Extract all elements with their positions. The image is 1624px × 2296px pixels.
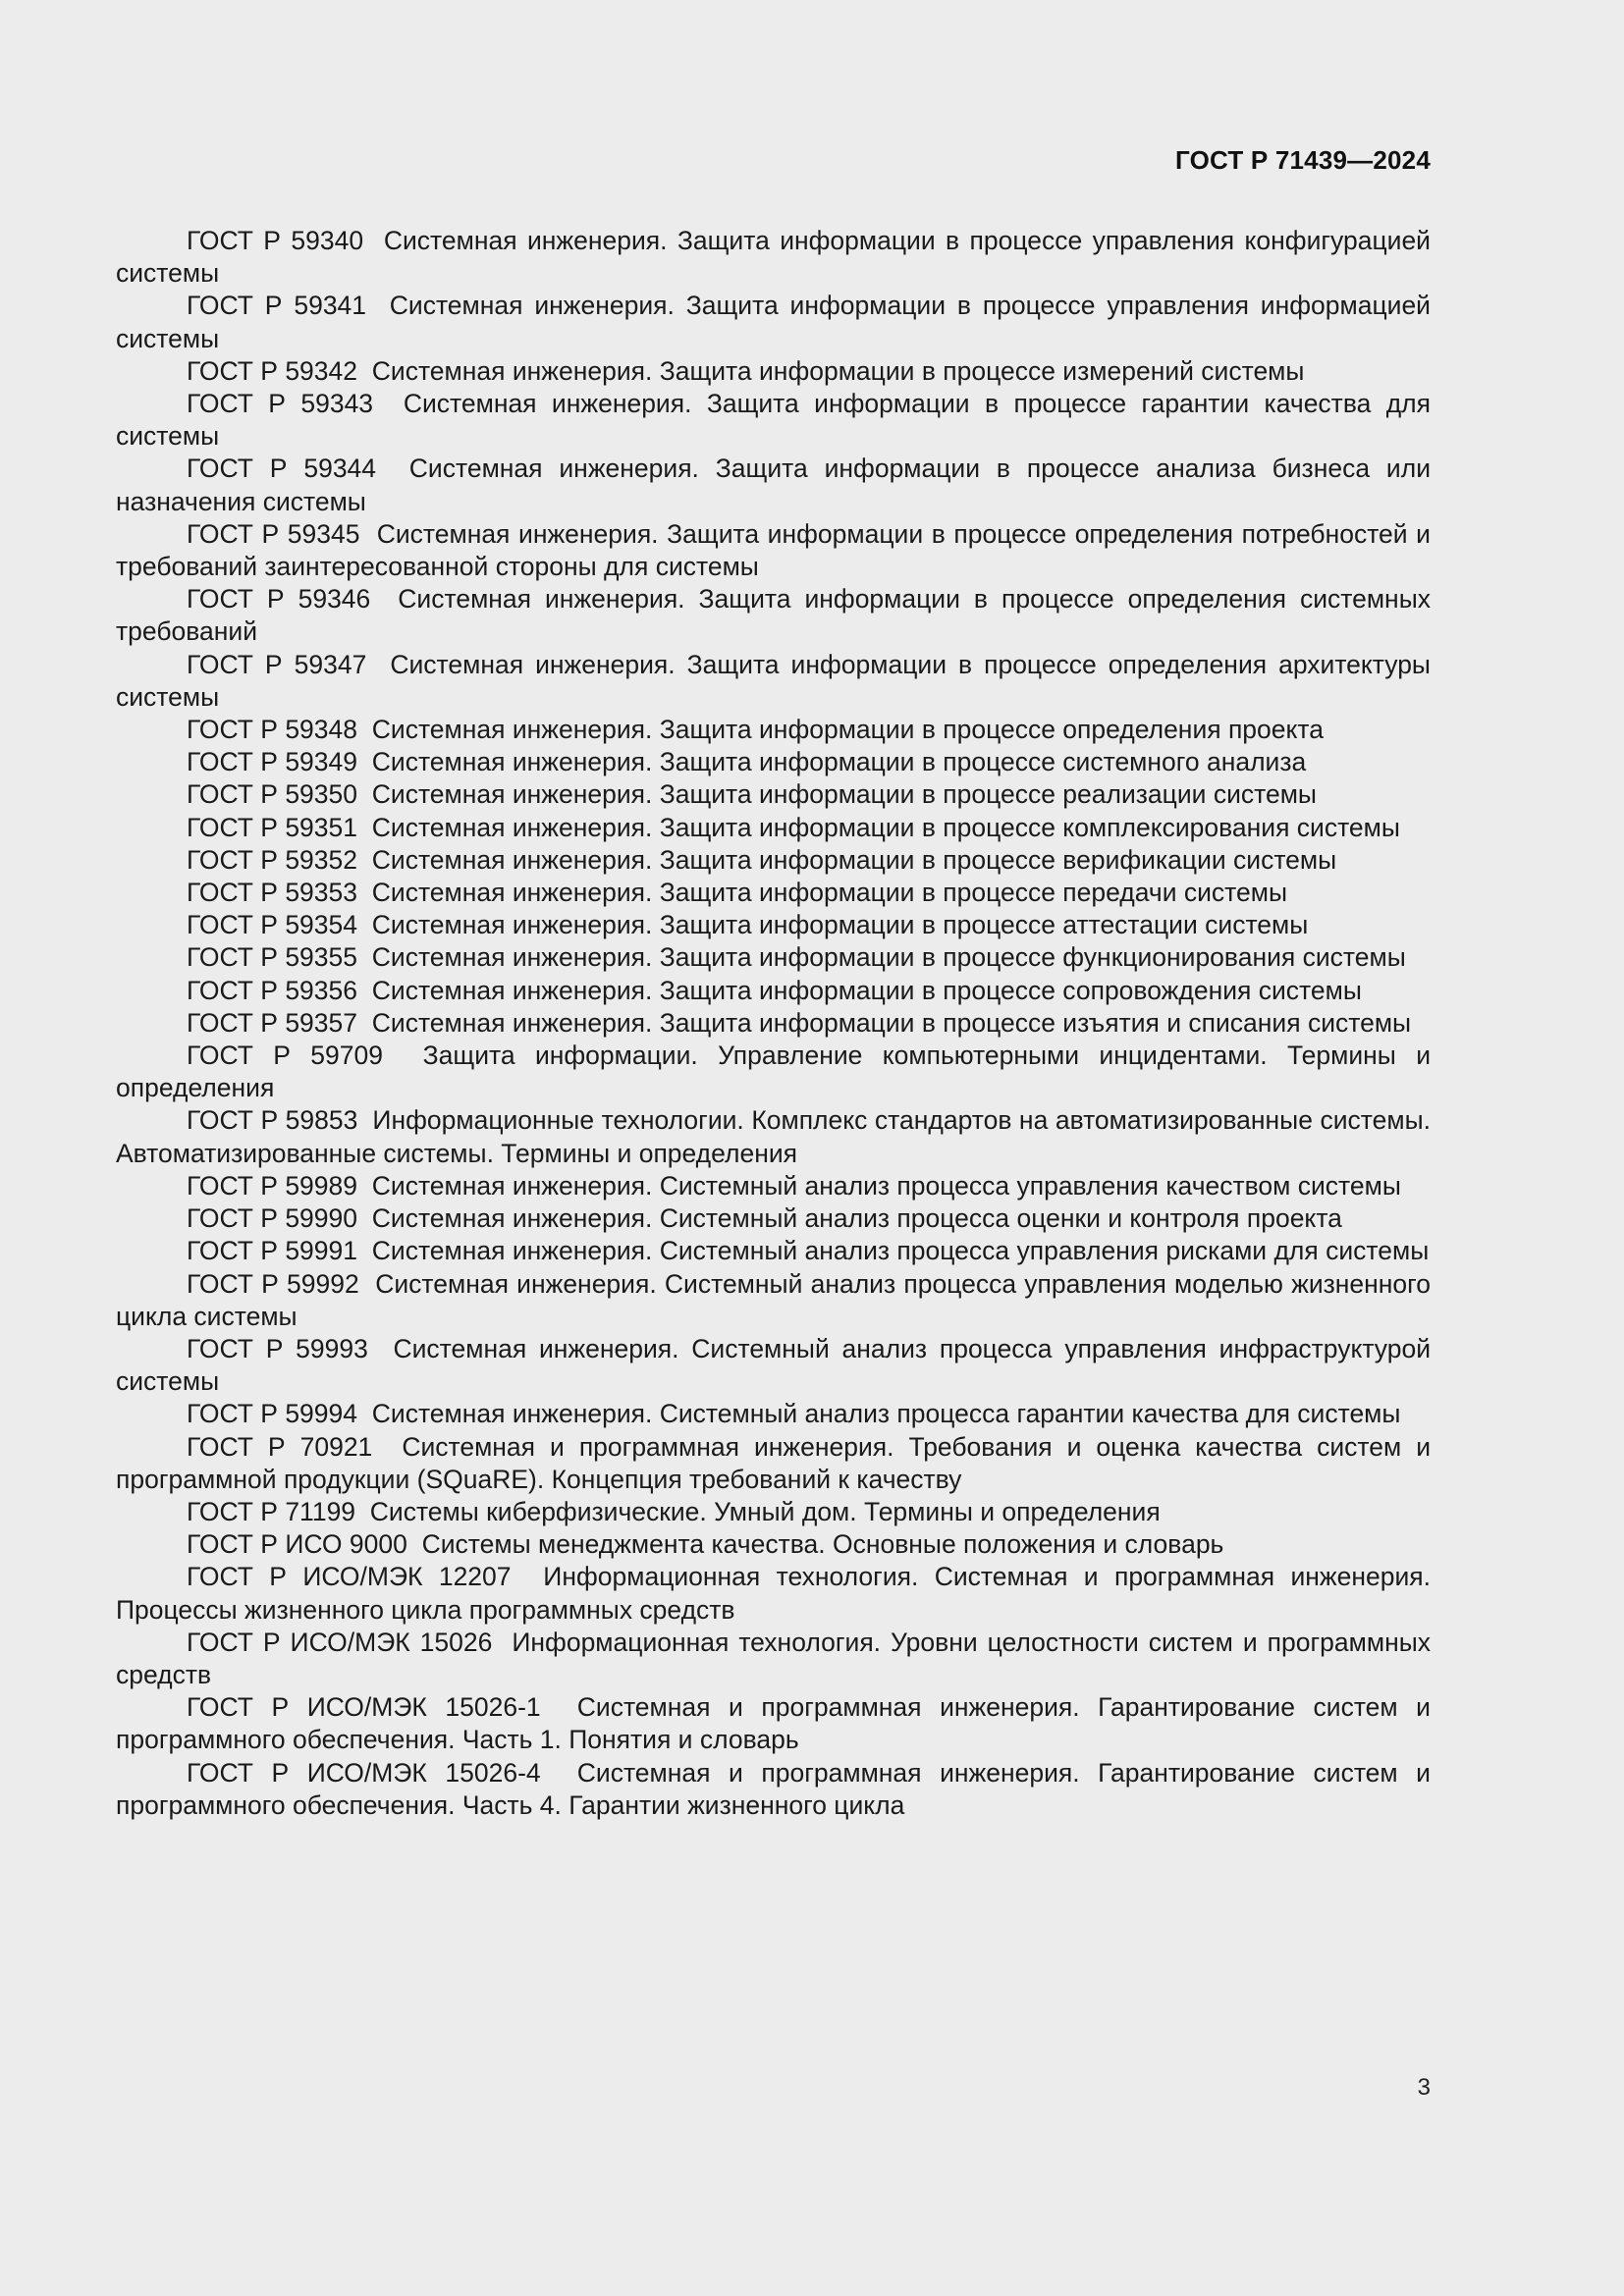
reference-title: Системная инженерия. Защита информации в процессе верификации системы [371, 844, 1337, 875]
reference-code: ГОСТ Р 59352 [187, 844, 358, 875]
reference-item [116, 1561, 1431, 1626]
reference-title: Системная и программная инженерия. Гарантирование систем и программного обеспечения. Часть 1. Понятия и словарь [116, 1692, 1431, 1755]
reference-item [116, 649, 1431, 714]
page-header-document-code: ГОСТ Р 71439—2024 [1175, 145, 1431, 175]
reference-code: ГОСТ Р 59709 [187, 1041, 383, 1071]
reference-title: Системы менеджмента качества. Основные положения и словарь [421, 1529, 1224, 1560]
reference-code: ГОСТ Р 59994 [187, 1399, 358, 1429]
reference-code: ГОСТ Р ИСО/МЭК 15026-4 [187, 1757, 541, 1788]
reference-title: Информационные технологии. Комплекс стандартов на автоматизированные системы. Автоматизированные системы. Термины и определения [116, 1105, 1431, 1168]
reference-title: Системная инженерия. Защита информации в процессе сопровождения системы [371, 975, 1362, 1005]
reference-item [116, 225, 1431, 290]
reference-title: Системная инженерия. Защита информации в процессе измерений системы [371, 355, 1305, 386]
reference-code: ГОСТ Р 70921 [187, 1431, 373, 1462]
reference-code: ГОСТ Р 59990 [187, 1203, 358, 1234]
reference-item [116, 1496, 1431, 1528]
reference-title: Системная инженерия. Системный анализ процесса оценки и контроля проекта [371, 1203, 1342, 1234]
reference-item [116, 746, 1431, 778]
reference-code: ГОСТ Р ИСО/МЭК 15026-1 [187, 1692, 541, 1723]
reference-item [116, 1691, 1431, 1756]
reference-title: Системная инженерия. Защита информации в процессе реализации системы [371, 779, 1317, 810]
reference-item [116, 812, 1431, 844]
reference-item [116, 714, 1431, 746]
reference-code: ГОСТ Р 59348 [187, 715, 358, 745]
reference-title: Системная и программная инженерия. Гарантирование систем и программного обеспечения. Часть 4. Гарантии жизненного цикла [116, 1757, 1431, 1820]
reference-code: ГОСТ Р 59356 [187, 975, 358, 1005]
reference-item [116, 975, 1431, 1007]
reference-item [116, 941, 1431, 974]
reference-code: ГОСТ Р 59346 [187, 584, 371, 614]
reference-title: Защита информации. Управление компьютерными инцидентами. Термины и определения [116, 1041, 1431, 1103]
reference-code: ГОСТ Р 59340 [187, 226, 364, 255]
reference-item [116, 518, 1431, 583]
reference-item [116, 388, 1431, 453]
reference-code: ГОСТ Р 59993 [187, 1333, 368, 1363]
reference-item [116, 1040, 1431, 1104]
reference-code: ГОСТ Р 59342 [187, 355, 358, 386]
reference-code: ГОСТ Р 59355 [187, 942, 358, 973]
reference-item [116, 844, 1431, 877]
reference-item [116, 290, 1431, 354]
reference-code: ГОСТ Р 59989 [187, 1170, 358, 1201]
reference-item [116, 1333, 1431, 1398]
reference-title: Системная и программная инженерия. Требования и оценка качества систем и программной продукции (SQuaRE). Концепция требований к качеству [116, 1431, 1431, 1494]
reference-code: ГОСТ Р 59341 [187, 291, 367, 321]
page-number: 3 [1417, 2074, 1431, 2101]
reference-code: ГОСТ Р 59351 [187, 812, 358, 842]
reference-code: ГОСТ Р ИСО/МЭК 12207 [187, 1562, 512, 1592]
reference-title: Системная инженерия. Защита информации в процессе аттестации системы [371, 910, 1309, 940]
reference-title: Системная инженерия. Системный анализ процесса управления рисками для системы [371, 1236, 1430, 1266]
reference-item [116, 1268, 1431, 1333]
reference-title: Системы киберфизические. Умный дом. Термины и определения [369, 1496, 1161, 1526]
reference-title: Информационная технология. Уровни целостности систем и программных средств [116, 1627, 1431, 1689]
reference-item [116, 1398, 1431, 1430]
reference-code: ГОСТ Р 59354 [187, 910, 358, 940]
reference-code: ГОСТ Р 59353 [187, 878, 358, 908]
reference-code: ГОСТ Р 59347 [187, 649, 367, 679]
reference-code: ГОСТ Р ИСО 9000 [187, 1529, 407, 1560]
reference-code: ГОСТ Р 59992 [187, 1268, 359, 1299]
reference-item [116, 909, 1431, 941]
reference-title: Системная инженерия. Защита информации в процессе определения системных требований [116, 584, 1431, 647]
reference-title: Системная инженерия. Защита информации в процессе передачи системы [371, 878, 1288, 908]
reference-code: ГОСТ Р 59991 [187, 1236, 358, 1266]
reference-item [116, 1528, 1431, 1561]
reference-code: ГОСТ Р 59349 [187, 747, 358, 777]
reference-item [116, 1757, 1431, 1822]
reference-code: ГОСТ Р ИСО/МЭК 15026 [187, 1627, 493, 1657]
reference-item [116, 1007, 1431, 1040]
reference-title: Системная инженерия. Защита информации в процессе анализа бизнеса или назначения системы [116, 454, 1431, 516]
reference-title: Системная инженерия. Системный анализ процесса управления качеством системы [371, 1170, 1401, 1201]
reference-code: ГОСТ Р 59853 [187, 1105, 358, 1136]
reference-title: Системная инженерия. Защита информации в процессе определения архитектуры системы [116, 649, 1431, 712]
reference-title: Системная инженерия. Защита информации в процессе комплексирования системы [371, 812, 1400, 842]
reference-title: Системная инженерия. Системный анализ процесса гарантии качества для системы [371, 1399, 1401, 1429]
normative-references-list [116, 225, 1431, 1822]
reference-code: ГОСТ Р 59344 [187, 454, 377, 484]
reference-item [116, 583, 1431, 648]
reference-title: Системная инженерия. Защита информации в процессе определения проекта [371, 715, 1324, 745]
reference-item [116, 1202, 1431, 1235]
reference-title: Системная инженерия. Защита информации в процессе гарантии качества для системы [116, 389, 1431, 452]
reference-item [116, 1431, 1431, 1496]
reference-title: Системная инженерия. Защита информации в процессе функционирования системы [371, 942, 1406, 973]
reference-code: ГОСТ Р 59343 [187, 389, 374, 419]
reference-item [116, 877, 1431, 909]
reference-code: ГОСТ Р 71199 [187, 1496, 356, 1526]
reference-title: Информационная технология. Системная и программная инженерия. Процессы жизненного цикла программных средств [116, 1562, 1431, 1625]
reference-title: Системная инженерия. Защита информации в процессе изъятия и списания системы [371, 1007, 1412, 1038]
reference-item [116, 453, 1431, 517]
reference-item [116, 778, 1431, 811]
reference-item [116, 1104, 1431, 1169]
reference-title: Системная инженерия. Защита информации в процессе управления информацией системы [116, 291, 1431, 353]
reference-code: ГОСТ Р 59357 [187, 1007, 358, 1038]
reference-title: Системная инженерия. Системный анализ процесса управления моделью жизненного цикла системы [116, 1268, 1431, 1331]
reference-code: ГОСТ Р 59350 [187, 779, 358, 810]
reference-item [116, 355, 1431, 388]
reference-title: Системная инженерия. Системный анализ процесса управления инфраструктурой системы [116, 1333, 1432, 1397]
reference-item [116, 1627, 1431, 1691]
reference-code: ГОСТ Р 59345 [187, 518, 360, 549]
reference-item [116, 1235, 1431, 1267]
reference-title: Системная инженерия. Защита информации в процессе управления конфигурацией системы [116, 226, 1431, 289]
reference-item [116, 1170, 1431, 1202]
reference-title: Системная инженерия. Защита информации в процессе системного анализа [371, 747, 1307, 777]
reference-title: Системная инженерия. Защита информации в процессе определения потребностей и требований заинтересованной стороны для системы [116, 518, 1431, 582]
